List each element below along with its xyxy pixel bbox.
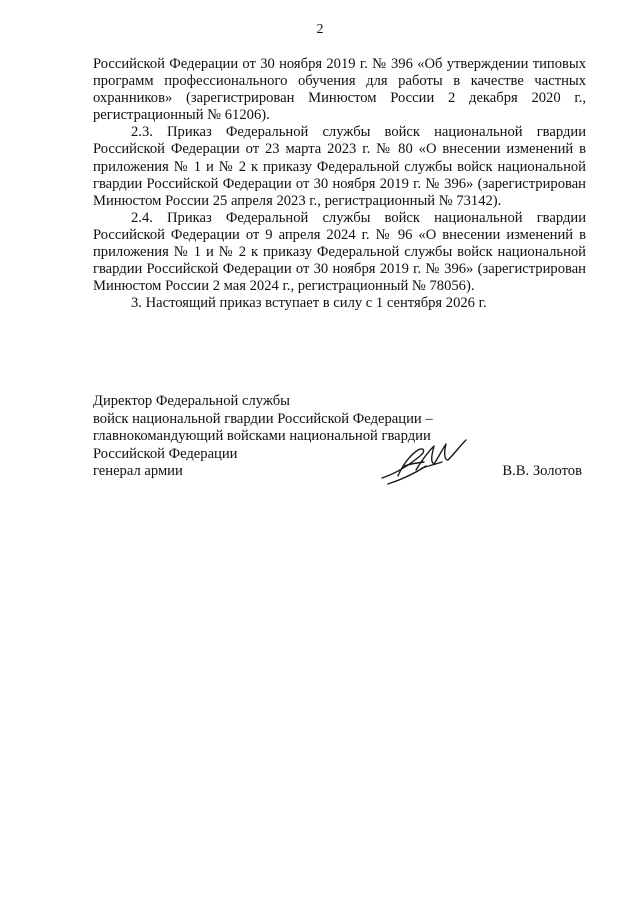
signatory-title-line: Российской Федерации: [93, 445, 238, 462]
page-number: 2: [316, 22, 324, 37]
signatory-rank: генерал армии: [93, 463, 183, 479]
paragraph-item-3: 3. Настоящий приказ вступает в силу с 1 сентября 2026 г.: [131, 295, 487, 312]
document-body: [93, 56, 586, 312]
signatory-title-line: войск национальной гвардии Российской Федерации –: [93, 410, 433, 427]
paragraph-item-2-4: 2.4. Приказ Федеральной службы войск национальной гвардии Российской Федерации от 9 апреля 2024 г. № 96 «О внесении изменений в приложения № 1 и № 2 к приказу Федеральной службы войск национальной гвардии Российской Федерации от 30 ноября 2019 г. № 396» (зарегистрирован Минюстом России 2 мая 2024 г., регистрационный № 78056).: [93, 209, 586, 295]
paragraph-continuation: Российской Федерации от 30 ноября 2019 г. № 396 «Об утверждении типовых программ профессионального обучения для работы в качестве частных охранников» (зарегистрирован Минюстом России 2 декабря 2020 г., регистрационный № 61206).: [93, 56, 586, 124]
signatory-title-line: Директор Федеральной службы: [93, 393, 290, 409]
signatory-name: В.В. Золотов: [502, 463, 582, 479]
signatory-title-line: главнокомандующий войсками национальной гвардии: [93, 428, 431, 444]
signature-block: [93, 393, 586, 481]
handwritten-signature: [380, 436, 468, 488]
paragraph-item-2-3: 2.3. Приказ Федеральной службы войск национальной гвардии Российской Федерации от 23 марта 2023 г. № 80 «О внесении изменений в приложения № 1 и № 2 к приказу Федеральной службы войск национальной гвардии Российской Федерации от 30 ноября 2019 г. № 396» (зарегистрирован Минюстом России 25 апреля 2023 г., регистрационный № 73142).: [93, 124, 586, 209]
